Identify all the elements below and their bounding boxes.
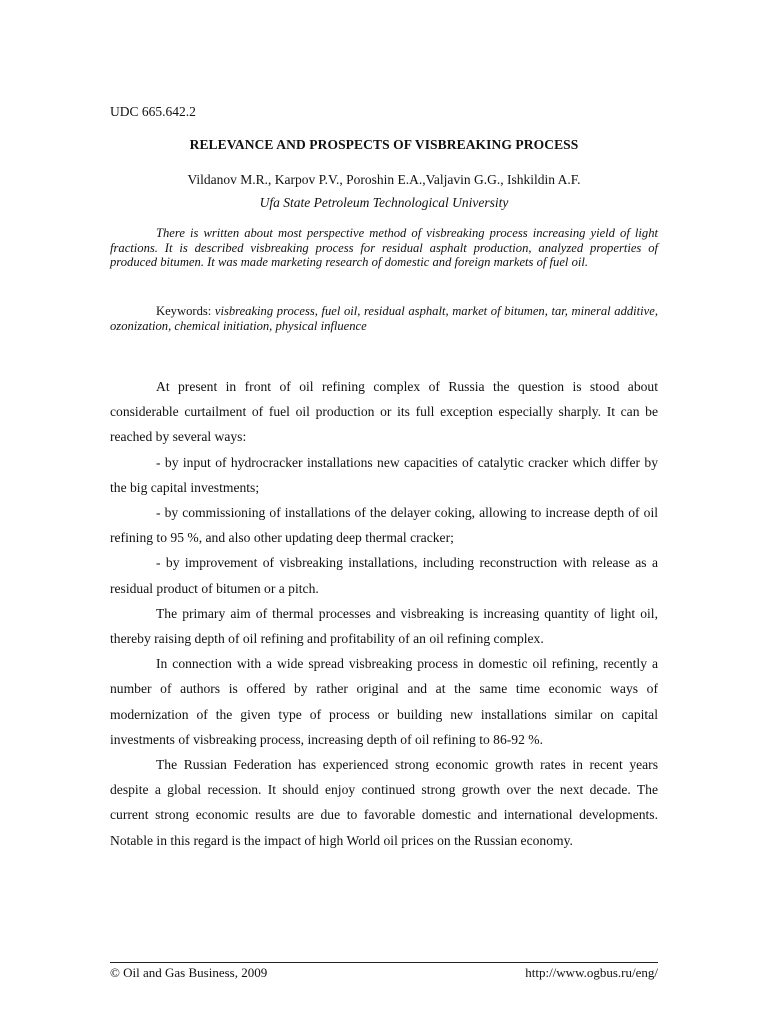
body-text bbox=[110, 374, 658, 853]
body-paragraph: In connection with a wide spread visbreaking process in domestic oil refining, recently a number of authors is offered by rather original and at the same time economic ways of modernization of the given type of process or building new installations similar on capital investments of visbreaking process, increasing depth of oil refining to 86-92 %. bbox=[110, 656, 658, 747]
footer-copyright: © Oil and Gas Business, 2009 bbox=[110, 965, 268, 980]
body-paragraph: At present in front of oil refining complex of Russia the question is stood about considerable curtailment of fuel oil production or its full exception especially sharply. It can be reached by several ways: bbox=[110, 379, 658, 445]
body-paragraph: - by improvement of visbreaking installations, including reconstruction with release as a residual product of bitumen or a pitch. bbox=[110, 555, 658, 596]
footer-rule bbox=[110, 962, 658, 963]
body-paragraph: - by input of hydrocracker installations new capacities of catalytic cracker which differ by the big capital investments; bbox=[110, 454, 658, 495]
keywords bbox=[110, 304, 658, 334]
author-list: Vildanov M.R., Karpov P.V., Poroshin E.A.,Valjavin G.G., Ishkildin A.F. bbox=[187, 172, 581, 187]
body-paragraph: The Russian Federation has experienced strong economic growth rates in recent years despite a global recession. It should enjoy continued strong growth over the next decade. The current strong economic results are due to favorable domestic and international developments. Notable in this regard is the impact of high World oil prices on the Russian economy. bbox=[110, 757, 658, 848]
abstract: There is written about most perspective method of visbreaking process increasing yield of light fractions. It is described visbreaking process for residual asphalt production, analyzed properties of produced bitumen. It was made marketing research of domestic and foreign markets of fuel oil. bbox=[110, 226, 658, 270]
keywords-list: visbreaking process, fuel oil, residual asphalt, market of bitumen, tar, mineral additive, ozonization, chemical initiation, physical influence bbox=[110, 304, 658, 333]
affiliation: Ufa State Petroleum Technological University bbox=[259, 195, 509, 210]
body-paragraph: The primary aim of thermal processes and visbreaking is increasing quantity of light oil, thereby raising depth of oil refining and profitability of an oil refining complex. bbox=[110, 605, 658, 647]
keywords-label: Keywords: bbox=[156, 304, 212, 318]
paper-title: RELEVANCE AND PROSPECTS OF VISBREAKING PROCESS bbox=[189, 137, 579, 152]
footer-url[interactable]: http://www.ogbus.ru/eng/ bbox=[525, 965, 658, 980]
udc-code: UDC 665.642.2 bbox=[110, 104, 196, 119]
body-paragraph: - by commissioning of installations of the delayer coking, allowing to increase depth of oil refining to 95 %, and also other updating deep thermal cracker; bbox=[110, 505, 658, 546]
